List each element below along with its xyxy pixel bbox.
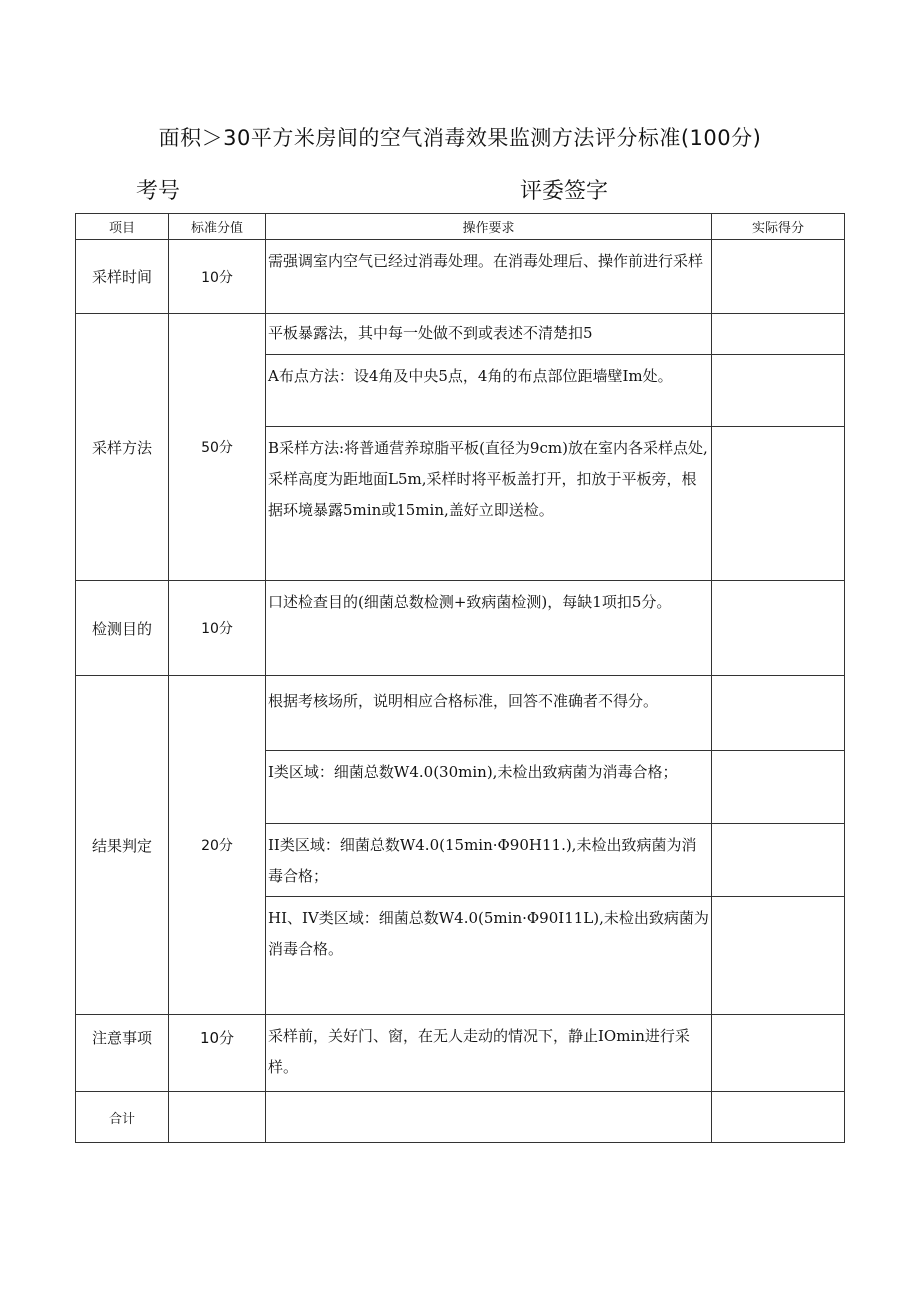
total-row [76, 1092, 845, 1143]
table-row [76, 1015, 845, 1092]
header-item: 项目 [76, 214, 169, 240]
exam-number-label: 考号 [136, 179, 181, 204]
requirement-cell: A布点方法：设4角及中央5点，4角的布点部位距墙壁Im处。 [266, 355, 712, 427]
requirement-cell: II类区域：细菌总数W4.0(15min·Φ90H11.),未检出致病菌为消毒合格； [266, 824, 712, 897]
table-row [76, 314, 845, 355]
actual-score-cell[interactable] [712, 751, 845, 824]
actual-score-cell[interactable] [712, 355, 845, 427]
actual-score-cell[interactable] [712, 314, 845, 355]
standard-score-cell: 50分 [169, 314, 266, 581]
requirement-text: 平板暴露法，其中每一处做不到或表述不清楚扣5 [268, 324, 593, 342]
actual-score-cell[interactable] [712, 240, 845, 314]
actual-score-cell[interactable] [712, 676, 845, 751]
actual-score-cell[interactable] [712, 427, 845, 581]
requirement-cell: 需强调室内空气已经过消毒处理。在消毒处理后、操作前进行采样 [266, 240, 712, 314]
standard-score-cell: 10分 [169, 1015, 266, 1092]
actual-score-cell[interactable] [712, 824, 845, 897]
requirement-cell: B采样方法:将普通营养琼脂平板(直径为9cm)放在室内各采样点处,采样高度为距地面L5m,采样时将平板盖打开，扣放于平板旁，根据环境暴露5min或15min,盖好立即送检。 [266, 427, 712, 581]
requirement-cell: 根据考核场所，说明相应合格标准，回答不准确者不得分。 [266, 676, 712, 751]
requirement-cell [266, 314, 712, 355]
requirement-cell: 采样前，关好门、窗，在无人走动的情况下，静止IOmin进行采样。 [266, 1015, 712, 1092]
actual-score-cell[interactable] [712, 1015, 845, 1092]
header-standard-score: 标准分值 [169, 214, 266, 240]
requirement-cell: 口述检查目的(细菌总数检测+致病菌检测)，每缺1项扣5分。 [266, 581, 712, 676]
item-cell: 注意事项 [76, 1015, 169, 1092]
total-requirement-cell [266, 1092, 712, 1143]
item-cell: 采样时间 [76, 240, 169, 314]
actual-score-cell[interactable] [712, 897, 845, 1015]
header-actual-score: 实际得分 [712, 214, 845, 240]
scoring-table [75, 213, 845, 1143]
standard-score-cell: 10分 [169, 240, 266, 314]
total-actual-score-cell[interactable] [712, 1092, 845, 1143]
total-label: 合计 [76, 1092, 169, 1143]
header-requirements: 操作要求 [266, 214, 712, 240]
total-standard-score-cell [169, 1092, 266, 1143]
item-cell: 检测目的 [76, 581, 169, 676]
requirement-cell: HI、IV类区域：细菌总数W4.0(5min·Φ90I11L),未检出致病菌为消毒合格。 [266, 897, 712, 1015]
standard-score-cell: 10分 [169, 581, 266, 676]
standard-score-cell: 20分 [169, 676, 266, 1015]
page-title: 面积＞30平方米房间的空气消毒效果监测方法评分标准(100分) [158, 126, 762, 150]
table-row [76, 581, 845, 676]
table-row [76, 240, 845, 314]
judge-signature-label: 评委签字 [520, 179, 609, 204]
item-cell: 采样方法 [76, 314, 169, 581]
requirement-cell: I类区域：细菌总数W4.0(30min),未检出致病菌为消毒合格； [266, 751, 712, 824]
table-row [76, 676, 845, 751]
actual-score-cell[interactable] [712, 581, 845, 676]
item-cell: 结果判定 [76, 676, 169, 1015]
table-header-row [76, 214, 845, 240]
